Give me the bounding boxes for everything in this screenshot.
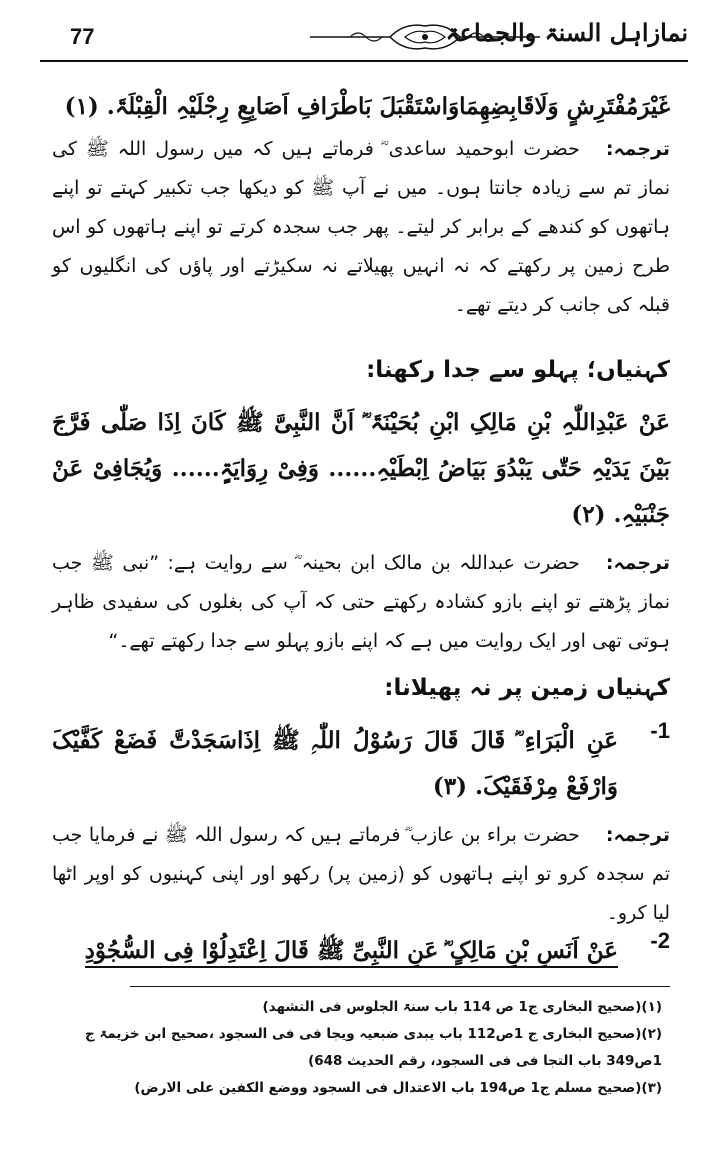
translation-2: [52, 544, 670, 661]
page-header: [40, 14, 688, 62]
list-item: [52, 928, 670, 974]
translation-text-1: حضرت ابوحمید ساعدی ؓ فرماتے ہیں کہ میں رسول اللہ ﷺ کی نماز تم سے زیادہ جانتا ہوں۔ میں نے آپ ﷺ کو دیکھا جب تکبیر کہتے تو اپنے ہاتھوں کو کندھے کے برابر کر لیتے۔ پھر جب سجدہ کرتے تو اپنے ہاتھوں کو اس طرح زمین پر رکھتے کہ نہ انہیں پھیلاتے نہ سکیڑتے اور پاؤں کی انگلیوں کو قبلہ کی جانب کر دیتے تھے۔: [52, 138, 670, 316]
header-rule: [40, 60, 688, 62]
footnote-rule: [130, 986, 670, 987]
arabic-text-2: عَنْ عَبْدِاللّٰہِ بْنِ مَالِکِ ابْنِ بُحَیْنَۃَ ؓ اَنَّ النَّبِیَّ ﷺ کَانَ اِذَا صَلّٰی فَرَّجَ بَیْنَ یَدَیْہِ حَتّٰی یَبْدُوَ بَیَاضُ اِبْطَیْہِ...... وَفِیْ رِوَایَۃٍ...... وَیُجَافِیْ عَنْ جَنْبَیْہِ. (٢): [52, 409, 670, 528]
translation-label: ترجمہ:: [605, 552, 670, 574]
section-heading-2: [52, 666, 670, 710]
section-heading-1: [52, 348, 670, 392]
arabic-text-4-wrap: [52, 928, 618, 974]
translation-label: ترجمہ:: [605, 824, 670, 846]
section-hadith-1: [52, 84, 670, 325]
section-hadith-2: [52, 400, 670, 661]
list-item: [52, 718, 670, 810]
item-number-1: 1-: [650, 718, 670, 743]
arabic-text-4: عَنْ اَنَسِ بْنِ مَالِکٍ ؓ عَنِ النَّبِیِّ ﷺ قَالَ اِعْتَدِلُوْا فِی السُّجُوْدِ: [85, 937, 618, 968]
page-number: 77: [70, 24, 95, 49]
running-title: نمازاہل السنۃ والجماعۃ: [445, 18, 688, 47]
translation-text-3: حضرت براء بن عازب ؓ فرماتے ہیں کہ رسول اللہ ﷺ نے فرمایا جب تم سجدہ کرو تو اپنے ہاتھوں کو (زمین پر) رکھو اور اپنی کہنیوں کو اوپر اٹھا لیا کرو۔: [52, 824, 670, 924]
footnotes: [52, 994, 662, 1102]
item-number-2: 2-: [650, 928, 670, 953]
section-hadith-3: [52, 718, 670, 933]
footnote-2: (٢)(صحیح البخاری ج 1ص112 باب یبدی ضبعیہ ویجا فی فی السجود ،صحیح ابن خزیمۃ ج 1ص349 باب التجا فی فی السجود، رقم الحدیث 648): [85, 1026, 662, 1069]
heading-elbows-away: کہنیاں؛ پہلو سے جدا رکھنا:: [366, 357, 670, 383]
translation-1: [52, 130, 670, 325]
section-hadith-4: [52, 928, 670, 974]
arabic-text-3: عَنِ الْبَرَاءِ ؓ قَالَ قَالَ رَسُوْلُ اللّٰہِ ﷺ اِذَاسَجَدْتَّ فَضَعْ کَفَّیْکَ وَارْفَعْ مِرْفَقَیْکَ. (٣): [52, 727, 618, 800]
footnote-1: (١)(صحیح البخاری ج1 ص 114 باب سنۃ الجلوس فی التشھد): [262, 999, 662, 1015]
translation-text-2: حضرت عبداللہ بن مالک ابن بحینہ ؓ سے روایت ہے: ”نبی ﷺ جب نماز پڑھتے تو اپنے بازو کشادہ رکھتے حتی کہ آپ کی بغلوں کی سفیدی ظاہر ہوتی تھی اور ایک روایت میں ہے کہ اپنے بازو پہلو سے جدا رکھتے تھے۔“: [52, 552, 670, 652]
footnote-3: (٣)(صحیح مسلم ج1 ص194 باب الاعتدال فی السجود ووضع الکفین علی الارض): [134, 1080, 662, 1096]
heading-elbows-raised: کہنیاں زمین پر نہ پھیلانا:: [384, 675, 670, 701]
translation-3: [52, 816, 670, 933]
arabic-text-1: غَیْرَمُفْتَرِشٍ وَلَاقَابِضِھِمَاوَاسْتَقْبَلَ بَاطْرَافِ اَصَابِعِ رِجْلَیْہِ الْقِبْلَۃَ. (١): [64, 93, 670, 120]
translation-label: ترجمہ:: [605, 138, 670, 160]
